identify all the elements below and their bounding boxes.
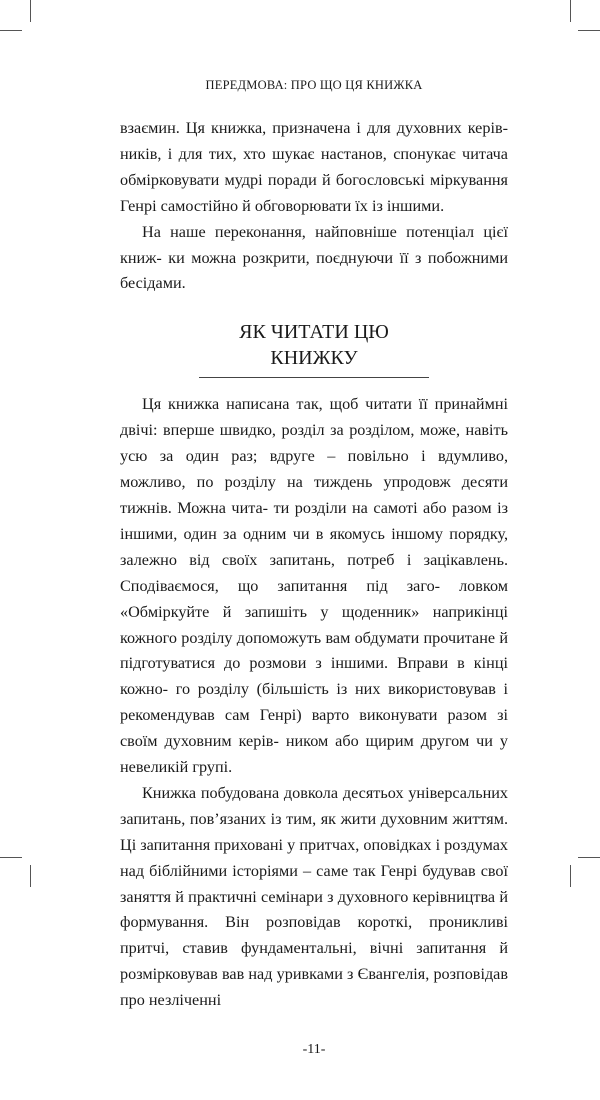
crop-mark (570, 865, 571, 887)
text-line: чи в якомусь іншому порядку, залежно від своїх запитань, (120, 524, 508, 569)
crop-mark (578, 857, 600, 858)
text-line: Книжка побудована довкола десятьох універсальних (142, 783, 508, 802)
text-line: Ці запитання приховані у притчах, оповідках і роздумах (120, 835, 508, 854)
text-line: На наше переконання, найповніше потенціал цієї книж- (120, 222, 508, 267)
crop-mark (0, 30, 22, 31)
text-line: заняття й практичні семінари з духовного керівництва й (120, 887, 508, 906)
text-line: ставив фундаментальні, вічні запитання й розмірковував (120, 939, 508, 984)
text-line: потреб і зацікавлень. Сподіваємося, що запитання під заго- (120, 550, 509, 595)
paragraph (120, 392, 508, 781)
section-heading: ЯК ЧИТАТИ ЦЮ КНИЖКУ (199, 319, 429, 378)
book-page (120, 0, 508, 1100)
text-line: сам Генрі) варто виконувати разом зі своїм духовним керів- (120, 706, 509, 751)
text-line: кожного розділу допоможуть вам обдумати прочитане й (120, 628, 508, 647)
text-line: взаємин. Ця книжка, призначена і для духовних керів- (120, 119, 508, 137)
crop-mark (570, 0, 571, 22)
text-line: ників, і для тих, хто шукає настанов, спонукає читача (120, 144, 508, 163)
text-line: запитань, пов’язаних із тим, як жити духовним життям. (120, 809, 508, 828)
text-line: розділу на тиждень упродовж десяти тижнів. Можна чита- (120, 473, 509, 517)
text-line: Генрі самостійно й обговорювати їх із іншими. (120, 196, 445, 215)
paragraph (120, 220, 508, 298)
crop-mark (0, 857, 22, 858)
text-line: над біблійними історіями – саме так Генрі будував свої (120, 861, 508, 880)
running-header: ПЕРЕДМОВА: ПРО ЩО ЦЯ КНИЖКА (205, 78, 423, 92)
crop-mark (578, 30, 600, 31)
text-line: ником або щирим другом чи у невеликій групі. (120, 732, 509, 777)
text-line: обмірковувати мудрі поради й богословські міркування (120, 170, 508, 189)
paragraph (120, 781, 508, 1014)
crop-mark (30, 865, 31, 887)
page-number: -11- (302, 1042, 326, 1058)
text-line: го розділу (більшість із них використовував і рекомендував (120, 680, 508, 725)
text-line: вав над уривками з Євангелія, розповідав про незліченні (120, 965, 509, 1010)
paragraph (120, 116, 508, 220)
text-line: підготуватися до розмови з іншими. Вправи в кінці кожно- (120, 654, 508, 699)
text-line: за один раз; вдруге – повільно і вдумливо, можливо, по (120, 447, 509, 492)
text-line: ки можна розкрити, поєднуючи її з побожними бесідами. (120, 248, 508, 293)
text-line: Ця книжка написана так, щоб читати її принаймні (142, 395, 508, 414)
text-line: ловком «Обміркуйте й запишіть у щоденник» наприкінці (120, 576, 508, 621)
text-line: формування. Він розповідав короткі, проникливі притчі, (120, 913, 508, 958)
text-line: ти розділи на самоті або разом із іншими, один за одним (120, 498, 509, 543)
crop-mark (30, 0, 31, 22)
text-line: двічі: вперше швидко, розділ за розділом, може, навіть усю (120, 421, 508, 466)
